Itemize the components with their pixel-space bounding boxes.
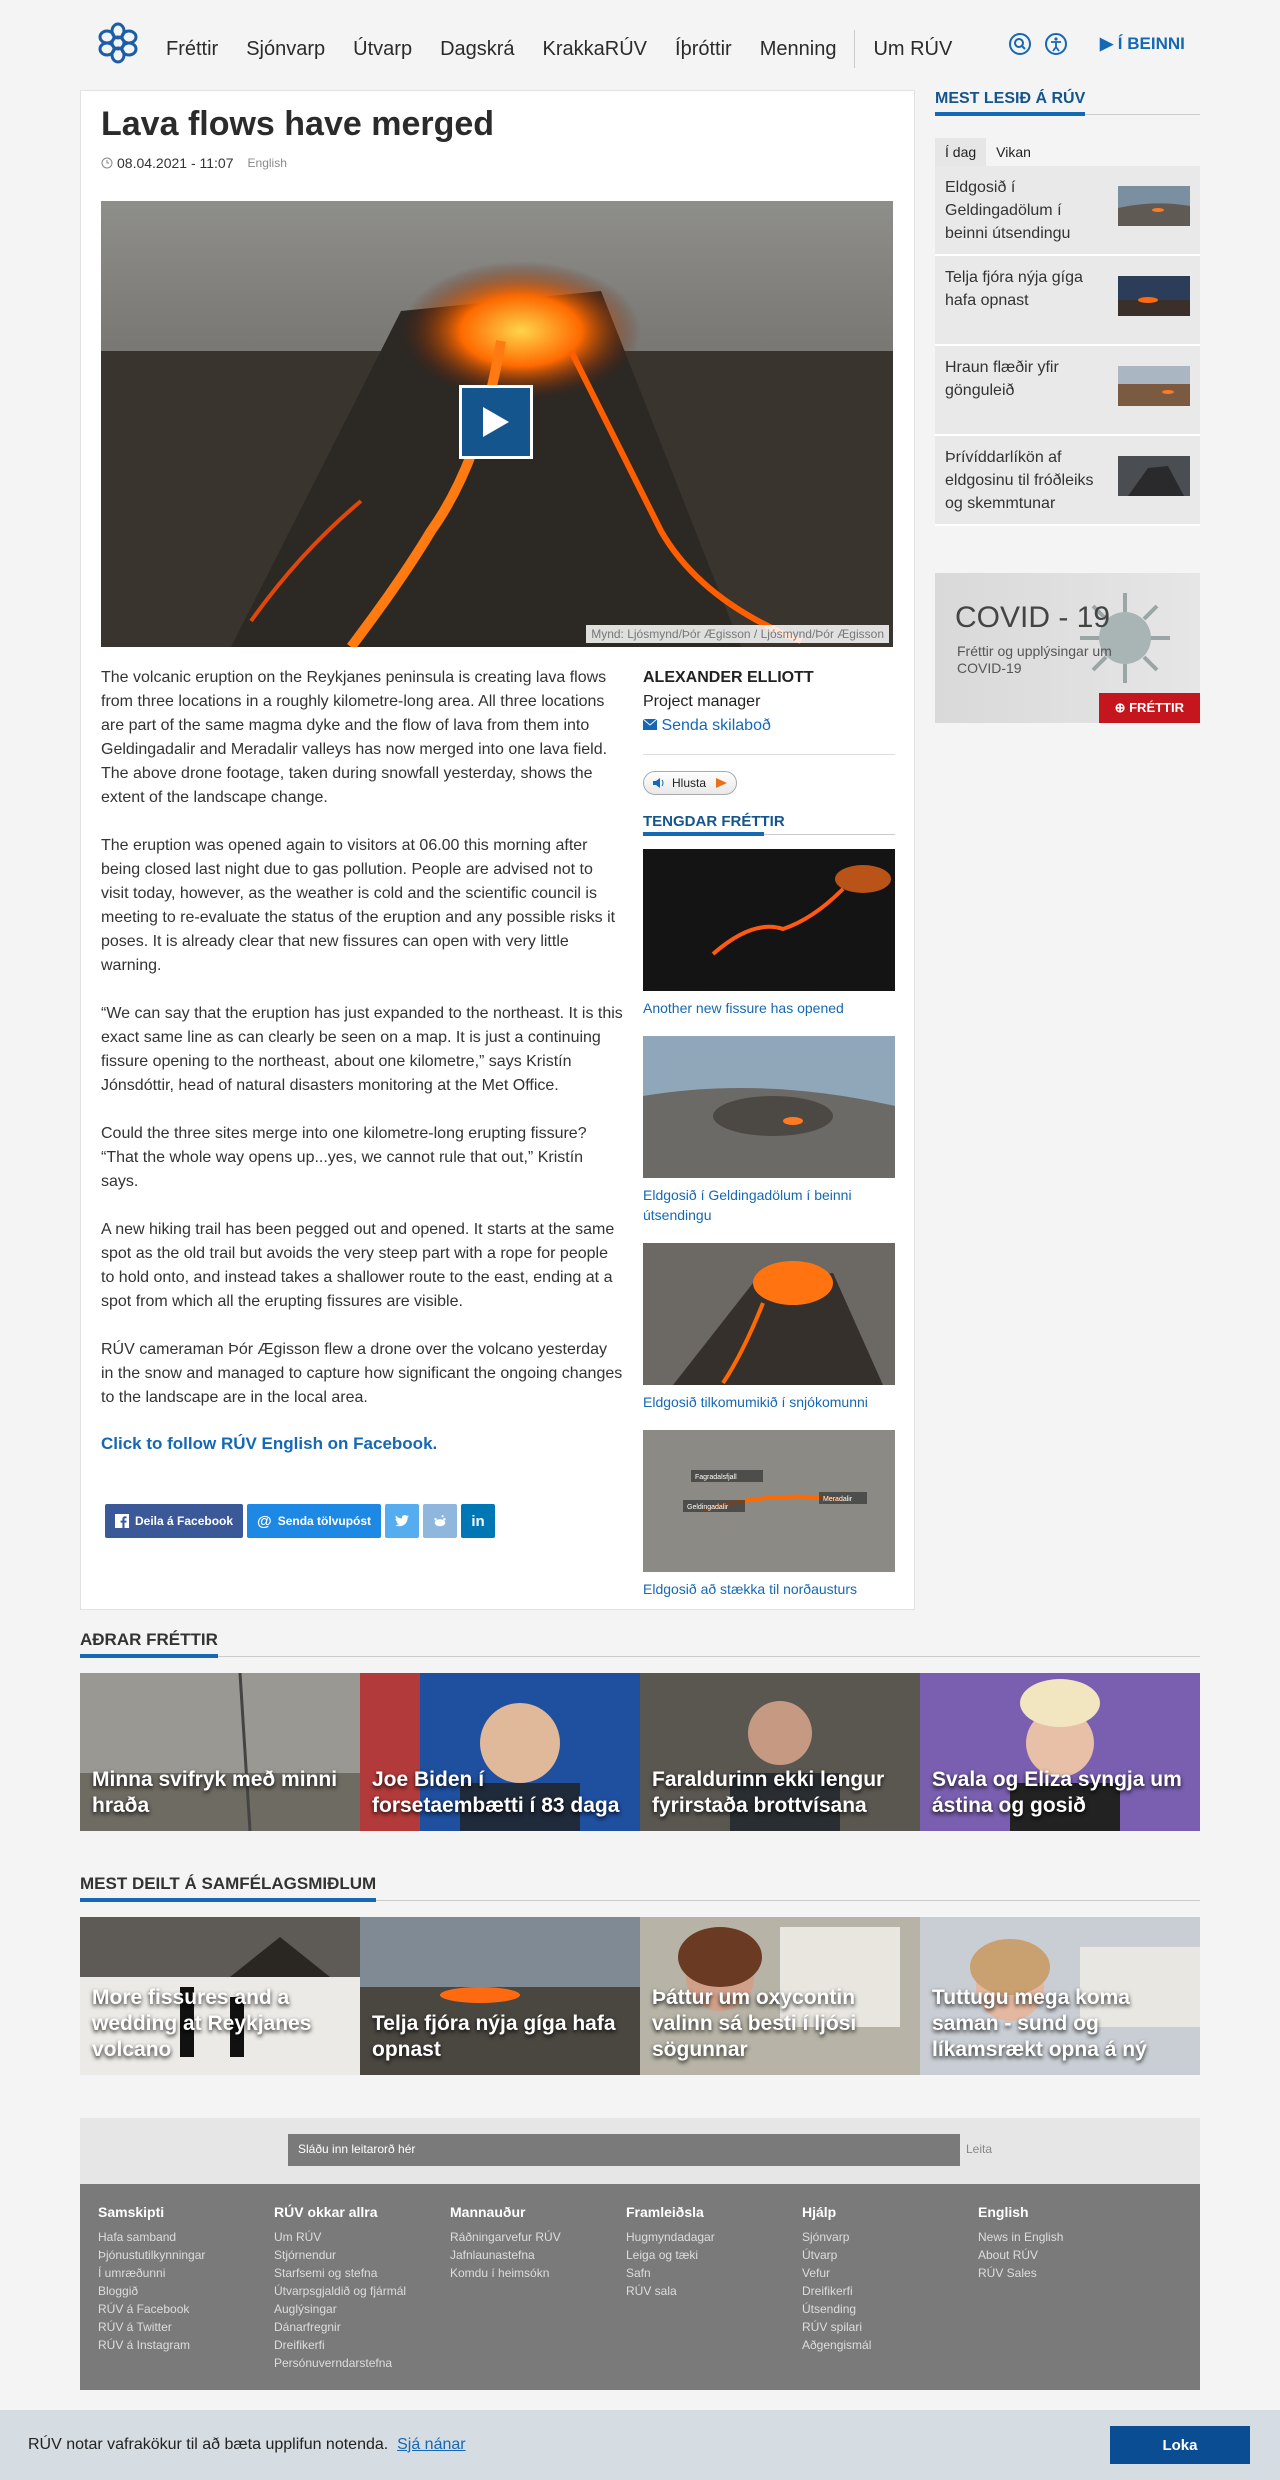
footer-search-input[interactable]: Sláðu inn leitarorð hér xyxy=(288,2134,960,2166)
most-read-thumbnail xyxy=(1118,366,1190,406)
covid-title: COVID - 19 xyxy=(955,601,1111,634)
top-nav xyxy=(0,0,1280,90)
most-read-heading-text: MEST LESIÐ Á RÚV xyxy=(935,90,1086,107)
article-meta xyxy=(101,155,287,171)
article-body xyxy=(101,666,623,1538)
most-read-heading xyxy=(935,90,1200,115)
footer-column-title: Samskipti xyxy=(98,2204,165,2220)
related-title: Eldgosið tilkomumikið í snjókomunni xyxy=(643,1394,868,1410)
footer-link[interactable]: Jafnlaunastefna xyxy=(450,2248,535,2262)
cookie-message xyxy=(28,2436,466,2454)
share-bar xyxy=(105,1504,623,1538)
map-label: Meradalir xyxy=(823,1496,853,1503)
cookie-banner xyxy=(0,2410,1280,2480)
facebook-icon xyxy=(115,1514,129,1528)
footer-search xyxy=(80,2118,1200,2184)
most-read-panel xyxy=(935,90,1200,526)
linkedin-icon: in xyxy=(471,1512,485,1530)
footer-link[interactable]: RÚV sala xyxy=(626,2284,677,2298)
other-news-cards xyxy=(80,1673,1200,1831)
most-read-item[interactable] xyxy=(935,256,1200,346)
nav-item[interactable]: KrakkaRÚV xyxy=(542,37,648,60)
footer-link[interactable]: Um RÚV xyxy=(274,2230,322,2244)
at-icon: @ xyxy=(257,1512,272,1530)
most-read-title: Hraun flæðir yfir gönguleið xyxy=(945,359,1059,399)
cookie-close-button[interactable]: Loka xyxy=(1110,2426,1250,2464)
news-card[interactable] xyxy=(920,1917,1200,2075)
play-button[interactable] xyxy=(459,385,533,459)
news-card-title: Faraldurinn ekki lengur fyrirstaða brottvísana xyxy=(652,1768,885,1817)
most-read-thumbnail xyxy=(1118,186,1190,226)
nav-item[interactable]: Dagskrá xyxy=(440,37,515,60)
accessibility-icon[interactable] xyxy=(1044,32,1068,56)
related-heading: TENGDAR FRÉTTIR xyxy=(643,813,895,835)
speaker-icon xyxy=(652,777,666,789)
most-read-item[interactable] xyxy=(935,166,1200,256)
most-read-item[interactable] xyxy=(935,436,1200,526)
send-message-link[interactable] xyxy=(643,714,895,738)
most-shared-heading xyxy=(80,1874,1200,1901)
play-triangle-icon xyxy=(714,777,728,789)
related-title: Eldgosið að stækka til norðausturs xyxy=(643,1581,857,1597)
related-title: Another new fissure has opened xyxy=(643,1000,844,1016)
footer-link[interactable]: Aðgengismál xyxy=(802,2338,872,2352)
footer-link[interactable]: Hafa samband xyxy=(98,2230,177,2244)
share-facebook-label: Deila á Facebook xyxy=(135,1514,234,1528)
paragraph: A new hiking trail has been pegged out and opened. It starts at the same spot as the old trail but avoids the very steep part with a rope for people to hold onto, and instead takes a shallower route to the east, ending at a spot from which all the erupting fissures are visible. xyxy=(101,1221,615,1310)
footer-link[interactable]: Stjórnendur xyxy=(274,2248,337,2262)
footer-link[interactable]: Útvarp xyxy=(802,2248,838,2262)
share-twitter-button[interactable] xyxy=(385,1504,419,1538)
footer-column-title: Framleiðsla xyxy=(626,2204,704,2220)
nav-item[interactable]: Fréttir xyxy=(166,37,219,60)
news-card-title: Tuttugu mega koma saman - sund og líkamsrækt opna á ný xyxy=(932,1986,1147,2061)
paragraph: The eruption was opened again to visitors at 06.00 this morning after being closed last night due to gas pollution. People are advised not to visit today, however, as the weather is cold and the scientific council is meeting to re-evaluate the status of the eruption and any possible risks it poses. It is already clear that new fissures can open with very little warning. xyxy=(101,837,616,974)
footer-link[interactable]: Auglýsingar xyxy=(274,2302,337,2316)
tab-week[interactable]: Vikan xyxy=(996,144,1031,160)
footer-link[interactable]: Sjónvarp xyxy=(802,2230,850,2244)
other-news-section xyxy=(80,1630,1200,1831)
footer xyxy=(80,2118,1200,2390)
footer-link[interactable]: Komdu í heimsókn xyxy=(450,2266,550,2280)
related-map xyxy=(643,1430,895,1572)
covid-text: Fréttir og upplýsingar um COVID-19 xyxy=(957,643,1112,676)
news-card[interactable] xyxy=(640,1917,920,2075)
news-card-title: Þáttur um oxycontin valinn sá besti í ljósi sögunnar xyxy=(652,1986,857,2061)
footer-link[interactable]: RÚV á Facebook xyxy=(98,2302,190,2316)
related-thumbnail xyxy=(643,849,895,991)
facebook-follow-link[interactable]: Click to follow RÚV English on Facebook. xyxy=(101,1434,438,1453)
map-label: Geldingadalir xyxy=(687,1504,729,1511)
footer-link[interactable]: Útsending xyxy=(802,2302,857,2316)
footer-link[interactable]: Leiga og tæki xyxy=(626,2248,699,2262)
other-news-heading xyxy=(80,1630,1200,1657)
search-icon[interactable] xyxy=(1008,32,1032,56)
ruv-logo[interactable] xyxy=(98,22,138,64)
news-card-title: Minna svifryk með minni hraða xyxy=(92,1768,338,1817)
main-menu xyxy=(152,30,966,68)
article-sidebar xyxy=(643,666,895,1617)
map-label: Fagradalsfjall xyxy=(695,1474,737,1481)
paragraph: “We can say that the eruption has just expanded to the northeast. It is this exact same line as can clearly be seen on a map. It is just a continuing fissure opening to the northeast, about one kilometre,” says Kristín Jónsdóttir, head of natural disasters monitoring at the Met Office. xyxy=(101,1005,623,1094)
footer-link[interactable]: RÚV spilari xyxy=(802,2320,863,2334)
footer-column-title: English xyxy=(978,2204,1029,2220)
footer-link[interactable]: Þjónustutilkynningar xyxy=(98,2248,206,2262)
lifebuoy-icon: ⊕ xyxy=(1114,700,1130,715)
footer-link[interactable]: Útvarpsgjaldið og fjármál xyxy=(274,2284,407,2298)
footer-link[interactable]: About RÚV xyxy=(978,2248,1039,2262)
video-player[interactable] xyxy=(101,201,893,647)
footer-columns xyxy=(80,2184,1200,2390)
image-caption: Mynd: Ljósmynd/Þór Ægisson / Ljósmynd/Þór Ægisson xyxy=(586,625,889,643)
listen-button[interactable] xyxy=(643,771,737,795)
reddit-icon xyxy=(433,1514,447,1528)
related-title: Eldgosið í Geldingadölum í beinni útsendingu xyxy=(643,1187,852,1223)
news-card[interactable] xyxy=(920,1673,1200,1831)
most-read-list xyxy=(935,166,1200,526)
news-card[interactable] xyxy=(80,1673,360,1831)
listen-label: Hlusta xyxy=(672,776,707,790)
footer-column xyxy=(450,2204,626,2370)
related-thumbnail xyxy=(643,1243,895,1385)
most-read-title: Eldgosið í Geldingadölum í beinni útsendingu xyxy=(945,179,1071,242)
paragraph: RÚV cameraman Þór Ægisson flew a drone over the volcano yesterday in the snow and managed to capture how significant the ongoing changes to the landscape are in the local area. xyxy=(101,1341,623,1406)
most-read-tabs xyxy=(935,132,1200,166)
footer-link[interactable]: Hugmyndadagar xyxy=(626,2230,715,2244)
envelope-icon xyxy=(643,719,657,730)
footer-column-title: Mannauður xyxy=(450,2204,526,2220)
nav-divider xyxy=(854,30,855,68)
footer-link[interactable]: Dreifikerfi xyxy=(274,2338,325,2352)
most-read-title: Þrívíddarlíkön af eldgosinu til fróðleiks og skemmtunar xyxy=(945,449,1094,512)
article xyxy=(80,90,915,1610)
nav-item[interactable]: Menning xyxy=(759,37,837,60)
cookie-text: RÚV notar vafrakökur til að bæta upplifun notenda. xyxy=(28,2436,389,2453)
footer-link[interactable]: Starfsemi og stefna xyxy=(274,2266,378,2280)
footer-link[interactable]: Persónuverndarstefna xyxy=(274,2356,393,2370)
news-card-title: Svala og Eliza syngja um ástina og gosið xyxy=(932,1768,1182,1817)
most-read-thumbnail xyxy=(1118,456,1190,496)
most-read-item[interactable] xyxy=(935,346,1200,436)
send-message-label: Senda skilaboð xyxy=(661,717,771,734)
news-card[interactable] xyxy=(360,1917,640,2075)
share-linkedin-button[interactable] xyxy=(461,1504,495,1538)
footer-link[interactable]: RÚV Sales xyxy=(978,2266,1037,2280)
news-card-title: Telja fjóra nýja gíga hafa opnast xyxy=(372,2012,616,2061)
clock-icon xyxy=(101,157,113,169)
footer-column-title: RÚV okkar allra xyxy=(274,2204,378,2220)
news-card[interactable] xyxy=(640,1673,920,1831)
nav-item[interactable]: Um RÚV xyxy=(873,37,953,60)
related-news xyxy=(643,849,895,1599)
footer-link[interactable]: Dánarfregnir xyxy=(274,2320,341,2334)
footer-column-title: Hjálp xyxy=(802,2204,837,2220)
covid-banner[interactable] xyxy=(935,573,1200,723)
most-read-thumbnail xyxy=(1118,276,1190,316)
footer-column xyxy=(802,2204,978,2370)
footer-link[interactable]: Vefur xyxy=(802,2266,831,2280)
divider xyxy=(643,754,895,755)
tab-today[interactable]: Í dag xyxy=(935,138,986,166)
footer-link[interactable]: Ráðningarvefur RÚV xyxy=(450,2230,561,2244)
paragraph: Could the three sites merge into one kilometre-long erupting fissure? “That the whole way opens up...yes, we cannot rule that out,” Kristín says. xyxy=(101,1125,587,1190)
most-shared-heading-text: MEST DEILT Á SAMFÉLAGSMIÐLUM xyxy=(80,1874,377,1893)
news-card-title: More fissures and a wedding at Reykjanes volcano xyxy=(92,1986,312,2061)
footer-link[interactable]: News in English xyxy=(978,2230,1064,2244)
cookie-more-link[interactable]: Sjá nánar xyxy=(397,2436,466,2453)
share-email-button[interactable] xyxy=(247,1504,381,1538)
article-title: Lava flows have merged xyxy=(101,105,495,143)
author-box xyxy=(643,666,895,738)
footer-column xyxy=(626,2204,802,2370)
footer-link[interactable]: RÚV á Twitter xyxy=(98,2320,172,2334)
news-card[interactable] xyxy=(360,1673,640,1831)
share-reddit-button[interactable] xyxy=(423,1504,457,1538)
play-icon xyxy=(481,405,511,439)
author-name: ALEXANDER ELLIOTT xyxy=(643,669,814,686)
article-date: 08.04.2021 - 11:07 xyxy=(117,155,234,171)
related-item[interactable] xyxy=(643,1243,895,1412)
nav-item[interactable]: Útvarp xyxy=(353,37,413,60)
share-facebook-button[interactable] xyxy=(105,1504,243,1538)
covid-news-button[interactable] xyxy=(1099,693,1200,723)
covid-button-label: FRÉTTIR xyxy=(1129,700,1184,715)
nav-item[interactable]: Sjónvarp xyxy=(246,37,326,60)
live-button[interactable]: ▶ Í BEINNI xyxy=(1100,34,1185,53)
most-shared-section xyxy=(80,1874,1200,2075)
news-card[interactable] xyxy=(80,1917,360,2075)
footer-column xyxy=(274,2204,450,2370)
related-item[interactable] xyxy=(643,1430,895,1599)
footer-link[interactable]: Dreifikerfi xyxy=(802,2284,853,2298)
share-email-label: Senda tölvupóst xyxy=(277,1514,372,1528)
news-card-title: Joe Biden í forsetaembætti í 83 daga xyxy=(372,1768,620,1817)
paragraph: The volcanic eruption on the Reykjanes peninsula is creating lava flows from three locations in a roughly kilometre-long area. All three locations are part of the same magma dyke and the flow of lava from them into Geldingadalir and Meradalir valleys has now merged into one lava field. The above drone footage, taken during snowfall yesterday, shows the extent of the landscape change. xyxy=(101,669,608,806)
footer-link[interactable]: Bloggið xyxy=(98,2284,139,2298)
footer-link[interactable]: Í umræðunni xyxy=(98,2266,166,2280)
article-language[interactable]: English xyxy=(247,156,287,170)
twitter-icon xyxy=(395,1514,409,1528)
other-news-heading-text: AÐRAR FRÉTTIR xyxy=(80,1630,218,1649)
related-item[interactable] xyxy=(643,1036,895,1225)
related-thumbnail xyxy=(643,1036,895,1178)
nav-item[interactable]: Íþróttir xyxy=(675,37,732,60)
footer-search-button[interactable]: Leita xyxy=(966,2142,993,2156)
footer-link[interactable]: RÚV á Instagram xyxy=(98,2338,191,2352)
author-role: Project manager xyxy=(643,693,761,710)
related-item[interactable] xyxy=(643,849,895,1018)
most-read-title: Telja fjóra nýja gíga hafa opnast xyxy=(945,269,1083,309)
footer-link[interactable]: Safn xyxy=(626,2266,651,2280)
most-shared-cards xyxy=(80,1917,1200,2075)
footer-column xyxy=(978,2204,1154,2370)
footer-column xyxy=(98,2204,274,2370)
